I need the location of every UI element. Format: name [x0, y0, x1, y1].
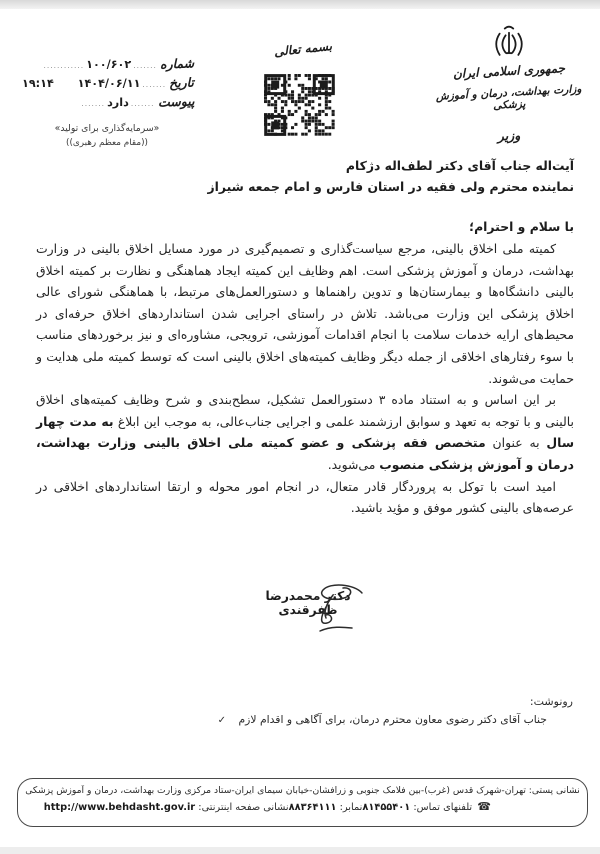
cc-item-text: جناب آقای دکتر رضوی معاون محترم درمان، برای آگاهی و اقدام لازم: [238, 713, 547, 726]
phone-value: ۸۱۴۵۵۴۰۱: [362, 802, 411, 813]
phone-label: تلفنهای تماس:: [413, 802, 473, 813]
web-group: [44, 802, 289, 813]
number-value: ۱۰۰/۶۰۲: [86, 58, 132, 71]
paragraph-2-text: می‌شوید.: [327, 456, 380, 472]
fax-value: ۸۸۳۶۴۱۱۱: [288, 802, 337, 813]
cc-label: رونوشت:: [529, 695, 573, 708]
number-row: [20, 56, 194, 75]
minister-title: وزیر: [497, 127, 521, 144]
date-row: [20, 75, 194, 94]
attachment-row: [20, 94, 194, 113]
date-value: ۱۴۰۴/۰۶/۱۱: [77, 77, 141, 90]
paragraph-2-text: بر این اساس و به استناد ماده ۳ دستورالعمل تشکیل، سطح‌بندی و شرح وظایف کمیته‌های اخلاق بالینی و با توجه به تعهد و سوابق ارزشمند علمی و اجرایی جناب‌عالی، به موجب این ابلاغ: [36, 392, 574, 429]
postal-address: نشانی پستی: تهران-شهرک قدس (غرب)-بین فلامک جنوبی و زرافشان-خیابان سیمای ایران-ستاد مرکزی وزارت بهداشت، درمان و آموزش پزشکی: [25, 785, 580, 796]
qr-code: [264, 74, 335, 136]
phone-group: [362, 800, 491, 813]
recipient-name: آیت‌اله جناب آقای دکتر لطف‌اله دژکام: [345, 158, 574, 173]
attachment-value: دارد: [107, 96, 129, 109]
photo-edge-top: [0, 0, 600, 9]
web-label: نشانی صفحه اینترنتی:: [198, 802, 289, 813]
dots-leader: .......: [130, 99, 155, 108]
cc-item: [218, 713, 547, 726]
date-label: تاریخ: [168, 74, 195, 91]
fax-label: نمابر:: [339, 802, 363, 813]
dots-leader: ............: [43, 61, 85, 70]
photo-edge-bottom: [0, 847, 600, 854]
dots-leader: .......: [142, 80, 167, 89]
appointment-title: متخصص فقه پزشکی و عضو کمیته ملی اخلاق بالینی وزارت بهداشت، درمان و آموزش پزشکی منصوب: [36, 435, 574, 472]
check-icon: ✓: [217, 715, 227, 726]
recipient-block: [207, 155, 574, 197]
iran-national-emblem-icon: [492, 24, 526, 62]
handwritten-signature-icon: [296, 581, 368, 641]
website-url: http://www.behdasht.gov.ir: [43, 802, 196, 813]
salutation: با سلام و احترام؛: [469, 219, 574, 234]
dots-leader: .......: [133, 61, 157, 70]
republic-title: جمهوری اسلامی ایران: [452, 61, 566, 81]
dots-leader: .......: [81, 99, 106, 108]
paragraph-2: [36, 389, 574, 475]
time-value: ۱۹:۱۴: [22, 77, 54, 90]
phone-icon: ☎: [477, 800, 491, 813]
number-label: شماره: [159, 55, 195, 72]
recipient-title: نماینده محترم ولی فقیه در استان فارس و امام جمعه شیراز: [207, 179, 574, 194]
letter-body: [36, 238, 574, 519]
besmellah: بسمه تعالی: [273, 39, 333, 59]
letter-fields: [20, 56, 194, 148]
year-slogan: «سرمایه‌گذاری برای تولید»: [54, 123, 160, 134]
ministry-title: وزارت بهداشت، درمان و آموزش پزشکی: [435, 83, 582, 112]
footer-box: [17, 778, 588, 827]
paragraph-2-text: به عنوان: [485, 435, 547, 451]
letterhead-right: [425, 24, 593, 143]
attachment-label: پیوست: [157, 93, 195, 110]
paragraph-1: کمیته ملی اخلاق بالینی، مرجع سیاست‌گذاری و تصمیم‌گیری در مورد مسایل اخلاق بالینی در وزارت بهداشت، درمان و آموزش پزشکی است. اهم وظایف این کمیته ایجاد هماهنگی و نظارت بر کمیته اخلاق بالینی دانشگاه‌ها و بیمارستان‌ها و تدوین راهنماها و دستورالعمل‌های مرتبط، با هماهنگی شورای عالی اخلاق پزشکی این وزارت می‌باشد. تلاش در راستای اجرایی شدن استانداردهای اخلاق حرفه‌ای در محیط‌های ارایه خدمات سلامت با انجام اقدامات آموزشی، ترویجی، مشاوره‌ای و نیز برخوردهای مناسب با سوء رفتارهای اخلاقی از جمله دیگر وظایف کمیته‌های اخلاق بالینی است که توسط کمیته ملی هدایت و حمایت می‌شوند.: [36, 241, 574, 386]
appointment-duration: به مدت چهار سال: [36, 413, 575, 451]
signature-name: دکتر محمدرضا ظفرقندی: [265, 589, 351, 617]
slogan-attribution: ((مقام معظم رهبری)): [66, 138, 148, 148]
fax-group: [289, 802, 363, 813]
contact-row: [18, 796, 587, 813]
paragraph-3: امید است با توکل به پروردگار قادر متعال، در انجام امور محوله و ارتقا استانداردهای اخلاقی در عرصه‌های بالینی کشور موفق و مؤید باشید.: [36, 478, 574, 516]
